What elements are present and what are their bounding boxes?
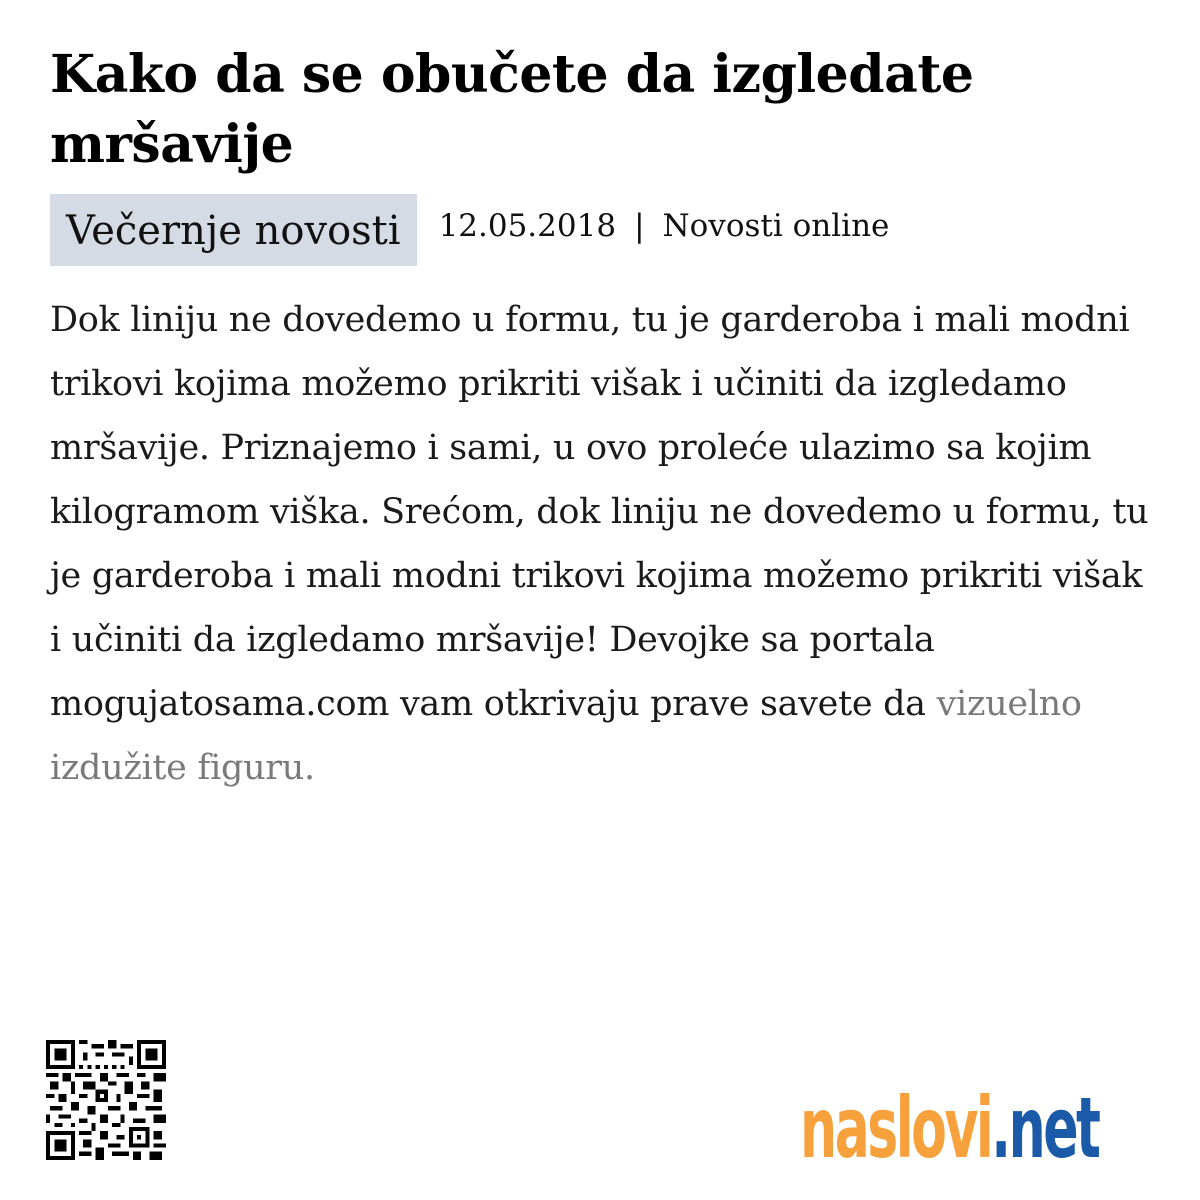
logo-text-naslovi: naslovi (800, 1079, 992, 1177)
source-badge[interactable]: Večernje novosti (50, 194, 417, 266)
article-body (50, 288, 1160, 800)
article-body-faded: vizuelno izdužite figuru. (50, 684, 1082, 788)
article (50, 40, 1160, 800)
meta-info (439, 208, 890, 252)
article-meta (50, 194, 1160, 266)
meta-separator: | (634, 208, 645, 244)
qr-code-icon[interactable] (46, 1038, 166, 1162)
naslovi-logo[interactable] (800, 1060, 1099, 1177)
publish-date: 12.05.2018 (438, 208, 617, 244)
section-name: Novosti online (662, 208, 890, 244)
logo-text-net: .net (991, 1079, 1099, 1177)
article-body-text: Dok liniju ne dovedemo u formu, tu je garderoba i mali modni trikovi kojima možemo prikriti višak i učiniti da izgledamo mršavije. Priznajemo i sami, u ovo proleće ulazimo sa kojim kilogramom viška. Srećom, dok liniju ne dovedemo u formu, tu je garderoba i mali modni trikovi kojima možemo prikriti višak i učiniti da izgledamo mršavije! Devojke sa portala mogujatosama.com vam otkrivaju prave savete da (50, 300, 1149, 724)
article-title[interactable]: Kako da se obučete da izgledate mršavije (50, 44, 974, 175)
